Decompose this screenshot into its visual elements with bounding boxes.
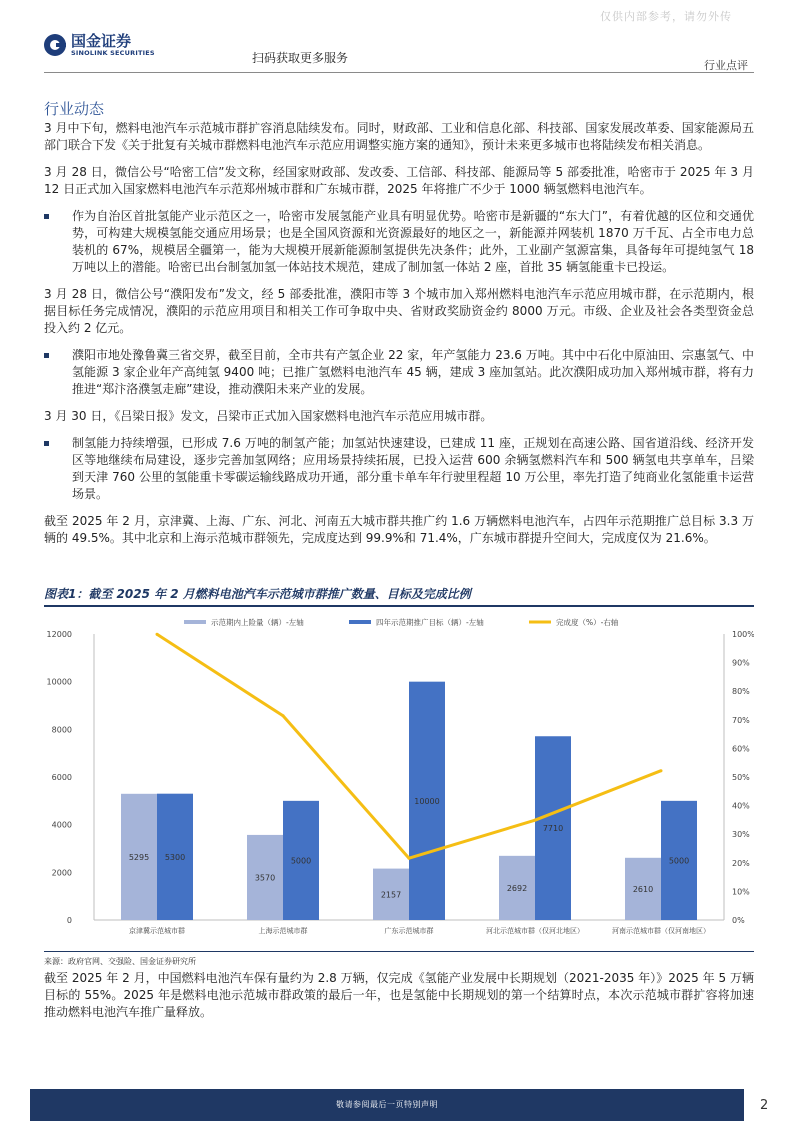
y-tick-label-left: 0 [66,916,72,925]
paragraph: 3 月 30 日，《吕梁日报》发文，吕梁市正式加入国家燃料电池汽车示范应用城市群。 [44,409,493,423]
completion-point [156,633,159,636]
y-tick-label-right: 0% [732,916,745,925]
x-tick-label: 京津冀示范城市群 [129,927,185,935]
data-label-target: 10000 [414,796,440,806]
data-label-insured: 2610 [632,884,654,894]
section-title: 行业动态 [44,100,105,118]
footer-disclaimer[interactable]: 敬请参阅最后一页特别声明 [336,1100,438,1109]
legend-label: 示范期内上险量（辆）-左轴 [211,618,304,627]
data-label-target: 7710 [542,824,564,834]
page-number: 2 [760,1098,769,1113]
y-tick-label-left: 4000 [51,820,72,830]
bullet-square-icon [44,441,49,446]
bullet-square-icon [44,214,49,219]
bullet-text: 作为自治区首批氢能产业示范区之一，哈密市发展氢能产业具有明显优势。哈密市是新疆的“东大门”，有着优越的区位和交通优势，可构建大规模氢能交通应用场景；也是全国风资源和光资源最好的地区之一，新能源并网装机 1870 万千瓦、占全市电力总装机的 67%，规模居全疆第一，能为大规模开展新能源制氢提供先决条件；此外，工业副产氢源富集，具备每年可提纯氢气 18 万吨以上的潜能。哈密已出台制氢加氢一体站技术规范，建成了制加氢一体站 2 座，首批 35 辆氢能重卡已投运。 [72,209,754,274]
bullet-item [44,347,754,398]
header-divider [44,72,754,73]
y-tick-label-left: 2000 [51,868,72,878]
company-logo [44,33,155,57]
y-tick-label-right: 10% [732,887,750,897]
y-tick-label-left: 10000 [46,677,72,687]
logo-icon [44,34,66,56]
legend-label: 完成度（%）-右轴 [556,618,619,627]
figure-title: 图表1：截至 2025 年 2 月燃料电池汽车示范城市群推广数量、目标及完成比例 [44,585,754,607]
logo-text-en: SINOLINK SECURITIES [71,49,155,57]
bullet-text: 制氢能力持续增强，已形成 7.6 万吨的制氢产能；加氢站快速建设，已建成 11 座，正规划在高速公路、国省道沿线、经济开发区等地继续布局建设，逐步完善加氢网络；应用场景持续拓展，已投入运营 600 余辆氢燃料汽车和 500 辆氢电共享单车，吕梁到天津 760 公里的氢能重卡零碳运输线路成功开通，部分重卡单车年行驶里程超 10 万公里，率先打造了纯商业化氢能重卡运营场景。 [72,436,754,501]
y-tick-label-right: 20% [732,858,750,868]
legend-swatch [184,620,206,624]
completion-point [660,769,663,772]
data-label-target: 5000 [668,856,690,866]
y-tick-label-left: 8000 [51,725,72,735]
y-tick-label-left: 6000 [51,773,72,782]
data-label-insured: 2692 [506,883,528,893]
figure-source: 来源：政府官网、交强险、国金证券研究所 [44,951,754,967]
y-tick-label-right: 40% [732,801,750,811]
data-label-insured: 3570 [254,873,276,883]
document-type: 行业点评 [704,59,748,72]
logo-text-cn: 国金证券 [71,32,132,50]
y-tick-label-right: 30% [732,830,750,840]
watermark: 仅供内部参考，请勿外传 [600,10,732,23]
data-label-insured: 5295 [128,852,150,862]
y-tick-label-right: 90% [732,658,750,668]
completion-point [534,819,537,822]
data-label-target: 5000 [290,856,312,866]
bullet-square-icon [44,353,49,358]
paragraph: 3 月 28 日，微信公号“哈密工信”发文称，经国家财政部、发改委、工信部、科技部、能源局等 5 部委批准，哈密市于 2025 年 3 月 12 日正式加入国家燃料电池汽车示范郑州城市群和广东城市群，2025 年将推广不少于 1000 辆氢燃料电池汽车。 [44,165,754,196]
paragraph: 3 月 28 日，微信公号“濮阳发布”发文，经 5 部委批准，濮阳市等 3 个城市加入郑州燃料电池汽车示范应用城市群，在示范期内，根据目标任务完成情况，濮阳的示范应用项目和相关工作可争取中央、省财政奖励资金约 8000 万元。市级、企业及社会各类型资金总投入约 2 亿元。 [44,287,754,335]
legend-label: 四年示范期推广目标（辆）-左轴 [376,618,484,627]
data-label-target: 5300 [164,852,186,862]
footer-bar [30,1089,744,1121]
bullet-item [44,208,754,276]
y-tick-label-right: 60% [732,744,750,754]
bar-line-chart [44,612,754,942]
y-tick-label-right: 70% [732,715,750,725]
data-label-insured: 2157 [380,890,402,900]
x-tick-label: 河南示范城市群（仅河南地区） [612,927,710,935]
y-tick-label-right: 50% [732,773,750,782]
bullet-text: 濮阳市地处豫鲁冀三省交界，截至目前，全市共有产氢企业 22 家，年产氢能力 23.6 万吨。其中中石化中原油田、宗惠氢气、中氢能源 3 家企业年产高纯氢 9400 吨；已推广氢燃料电池汽车 45 辆，建成 3 座加氢站。此次濮阳成功加入郑州城市群，将有力推进“郑汴洛濮氢走廊”建设，推动濮阳未来产业的发展。 [72,348,754,396]
scan-qr-text[interactable]: 扫码获取更多服务 [252,51,349,65]
y-tick-label-right: 100% [732,630,754,639]
chart-container [44,612,754,942]
paragraph: 截至 2025 年 2 月，京津冀、上海、广东、河北、河南五大城市群共推广约 1.6 万辆燃料电池汽车，占四年示范期推广总目标 3.3 万辆的 49.5%。其中北京和上海示范城市群领先，完成度达到 99.9%和 71.4%，广东城市群提升空间大，完成度仅为 21.6%。 [44,514,754,545]
completion-point [282,714,285,717]
x-tick-label: 河北示范城市群（仅河北地区） [486,927,584,935]
y-tick-label-left: 12000 [46,630,72,639]
completion-point [408,857,411,860]
x-tick-label: 广东示范城市群 [384,927,434,935]
paragraph: 截至 2025 年 2 月，中国燃料电池汽车保有量约为 2.8 万辆，仅完成《氢能产业发展中长期规划（2021-2035 年）》2025 年 5 万辆目标的 55%。2025 年是燃料电池示范城市群政策的最后一年，也是氢能中长期规划的第一个结算时点，本次示范城市群扩容将加速推动燃料电池汽车推广量释放。 [44,971,754,1019]
legend-swatch [349,620,371,624]
bullet-item [44,435,754,503]
x-tick-label: 上海示范城市群 [258,927,308,935]
y-tick-label-right: 80% [732,687,750,697]
body-content [44,120,754,557]
paragraph: 3 月中下旬，燃料电池汽车示范城市群扩容消息陆续发布。同时，财政部、工业和信息化部、科技部、国家发展改革委、国家能源局五部门联合下发《关于批复有关城市群燃料电池汽车示范应用调整实施方案的通知》，预计未来更多城市也将陆续发布相关消息。 [44,121,754,152]
